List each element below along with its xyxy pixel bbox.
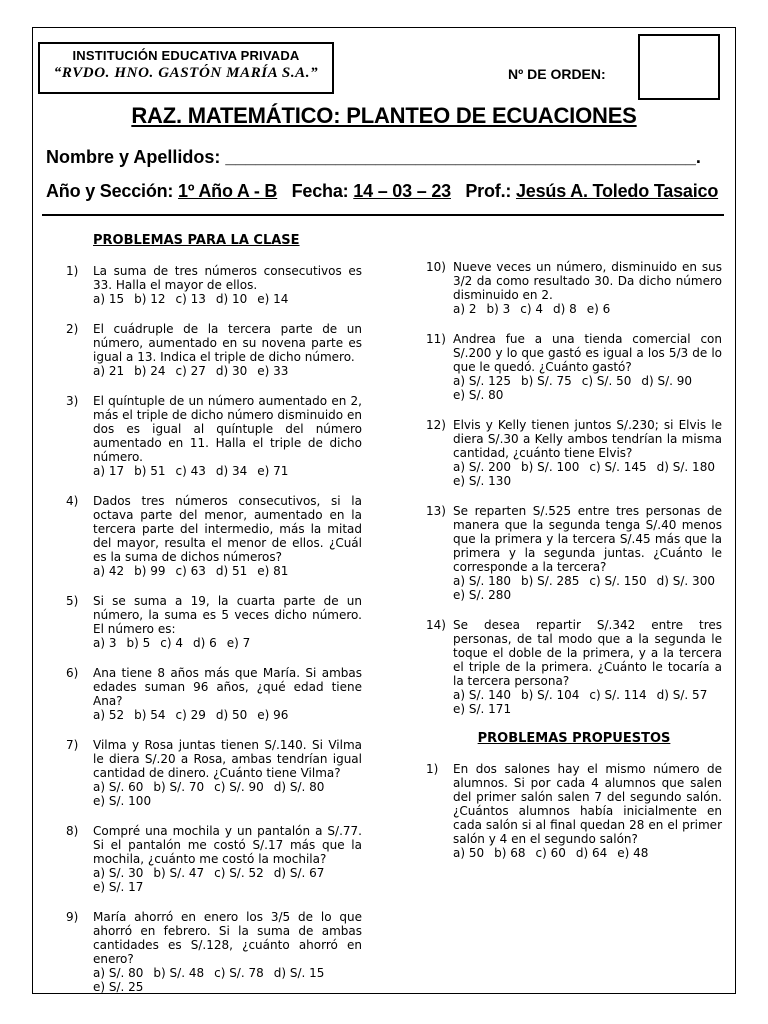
answer-option: d) S/. 15 — [273, 966, 325, 980]
problem-text: María ahorró en enero los 3/5 de lo que ahorró en febrero. Si la suma de ambas cantidades es S/.128, ¿cuánto ahorró en enero? — [93, 910, 362, 966]
answer-option: e) 96 — [257, 708, 289, 722]
problem-number: 13) — [426, 504, 446, 518]
answer-option: b) 3 — [486, 302, 511, 316]
student-name-row — [46, 147, 701, 168]
answer-option: c) S/. 78 — [214, 966, 264, 980]
problem-number: 11) — [426, 332, 446, 346]
problem-number: 6) — [66, 666, 79, 680]
section-heading-proposed: PROBLEMAS PROPUESTOS — [477, 731, 671, 746]
problem-number: 1) — [66, 264, 79, 278]
answer-options — [93, 564, 362, 578]
answer-option: a) 15 — [93, 292, 125, 306]
answer-option: e) 48 — [617, 846, 649, 860]
answer-option: b) 12 — [134, 292, 166, 306]
answer-options — [453, 374, 722, 402]
answer-option: d) 30 — [215, 364, 248, 378]
problem-item — [66, 594, 362, 650]
answer-option: c) S/. 90 — [214, 780, 264, 794]
answer-options — [93, 364, 362, 378]
page-title: RAZ. MATEMÁTICO: PLANTEO DE ECUACIONES — [131, 103, 637, 128]
answer-option: e) S/. 171 — [453, 702, 512, 716]
problem-body — [93, 394, 362, 478]
year-value: 1º Año A - B — [178, 181, 278, 201]
answer-option: d) S/. 57 — [656, 688, 708, 702]
year-label: Año y Sección: — [46, 181, 174, 201]
answer-option: e) 14 — [257, 292, 289, 306]
problem-number: 7) — [66, 738, 79, 752]
problem-text: El cuádruple de la tercera parte de un número, aumentado en su novena parte es igual a 13. Indica el triple de dicho número. — [93, 322, 362, 364]
problem-item — [66, 264, 362, 306]
answer-option: d) S/. 180 — [656, 460, 715, 474]
problem-item — [66, 738, 362, 808]
answer-option: b) S/. 48 — [153, 966, 205, 980]
problem-body — [93, 910, 362, 994]
answer-option: a) 21 — [93, 364, 125, 378]
answer-option: a) 52 — [93, 708, 125, 722]
answer-option: c) 27 — [175, 364, 206, 378]
prof-label: Prof.: — [465, 181, 512, 201]
problem-text: Elvis y Kelly tienen juntos S/.230; si Elvis le diera S/.30 a Kelly ambos tendrían la misma cantidad, ¿cuánto tiene Elvis? — [453, 418, 722, 460]
problem-number: 8) — [66, 824, 79, 838]
answer-options — [93, 780, 362, 808]
answer-option: b) 54 — [134, 708, 166, 722]
answer-option: e) S/. 80 — [453, 388, 504, 402]
class-problems-left — [66, 264, 362, 994]
problem-item — [426, 618, 722, 716]
problem-item — [66, 322, 362, 378]
answer-option: c) 29 — [175, 708, 206, 722]
date-value: 14 – 03 – 23 — [353, 181, 451, 201]
answer-options — [453, 460, 722, 488]
answer-option: a) 3 — [93, 636, 117, 650]
problem-text: Vilma y Rosa juntas tienen S/.140. Si Vilma le diera S/.20 a Rosa, ambas tendrían igual cantidad de dinero. ¿Cuánto tiene Vilma? — [93, 738, 362, 780]
answer-option: c) S/. 50 — [581, 374, 632, 388]
answer-options — [453, 846, 722, 860]
answer-option: c) S/. 150 — [589, 574, 647, 588]
answer-option: a) 42 — [93, 564, 125, 578]
answer-option: d) 6 — [192, 636, 217, 650]
answer-option: d) 8 — [552, 302, 577, 316]
problem-item — [66, 824, 362, 894]
answer-option: e) S/. 25 — [93, 980, 144, 994]
answer-option: d) S/. 90 — [641, 374, 693, 388]
problem-body — [93, 594, 362, 650]
problem-text: Se reparten S/.525 entre tres personas de manera que la segunda tenga S/.40 menos que la primera y la tercera S/.45 más que la primera y la segunda juntas. ¿Cuánto le corresponde a la tercera? — [453, 504, 722, 574]
answer-option: a) 2 — [453, 302, 477, 316]
answer-option: e) 81 — [257, 564, 289, 578]
problem-body — [453, 618, 722, 716]
answer-option: b) 68 — [494, 846, 526, 860]
prof-value: Jesús A. Toledo Tasaico — [515, 181, 719, 201]
student-info-row — [46, 181, 718, 202]
problem-body — [93, 738, 362, 808]
header-divider — [42, 214, 724, 216]
answer-option: d) S/. 80 — [273, 780, 325, 794]
answer-option: b) 99 — [134, 564, 166, 578]
answer-option: e) 6 — [586, 302, 611, 316]
name-label: Nombre y Apellidos: — [46, 147, 221, 167]
problem-number: 12) — [426, 418, 446, 432]
answer-option: e) S/. 280 — [453, 588, 512, 602]
answer-option: d) 34 — [215, 464, 248, 478]
answer-option: d) 64 — [575, 846, 608, 860]
problem-number: 3) — [66, 394, 79, 408]
answer-option: c) S/. 52 — [214, 866, 264, 880]
answer-options — [453, 302, 722, 316]
answer-option: c) 60 — [535, 846, 566, 860]
answer-options — [93, 636, 362, 650]
problem-body — [93, 824, 362, 894]
answer-options — [93, 708, 362, 722]
problem-item — [426, 332, 722, 402]
problem-body — [453, 762, 722, 860]
answer-option: a) S/. 200 — [453, 460, 512, 474]
answer-option: b) S/. 47 — [153, 866, 205, 880]
answer-option: c) 4 — [160, 636, 183, 650]
answer-option: e) S/. 100 — [93, 794, 152, 808]
problem-item — [426, 762, 722, 860]
answer-option: e) 71 — [257, 464, 289, 478]
class-problems-right — [426, 260, 722, 716]
left-column — [66, 234, 362, 1010]
date-label: Fecha: — [291, 181, 349, 201]
problem-number: 1) — [426, 762, 439, 776]
problem-text: Dados tres números consecutivos, si la octava parte del menor, aumentado en la tercera parte del intermedio, más la mitad del mayor, resulta el menor de ellos. ¿Cuál es la suma de dichos números? — [93, 494, 362, 564]
answer-option: b) S/. 70 — [153, 780, 205, 794]
problem-body — [93, 322, 362, 378]
name-blank: _______________________________________________. — [225, 147, 701, 167]
answer-options — [93, 292, 362, 306]
answer-option: b) S/. 75 — [521, 374, 572, 388]
problem-number: 4) — [66, 494, 79, 508]
answer-options — [93, 866, 362, 894]
answer-option: c) 43 — [175, 464, 206, 478]
answer-option: d) 10 — [215, 292, 248, 306]
answer-option: c) 13 — [175, 292, 206, 306]
problem-text: Ana tiene 8 años más que María. Si ambas edades suman 96 años, ¿qué edad tiene Ana? — [93, 666, 362, 708]
answer-options — [93, 966, 362, 994]
problem-number: 5) — [66, 594, 79, 608]
answer-option: e) S/. 130 — [453, 474, 512, 488]
problem-item — [66, 910, 362, 994]
problem-text: Andrea fue a una tienda comercial con S/.200 y lo que gastó es igual a los 5/3 de lo que le quedó. ¿Cuánto gastó? — [453, 332, 722, 374]
answer-option: a) S/. 60 — [93, 780, 144, 794]
answer-option: e) 33 — [257, 364, 289, 378]
answer-option: e) S/. 17 — [93, 880, 144, 894]
problem-body — [93, 264, 362, 306]
problem-number: 9) — [66, 910, 79, 924]
problem-text: Compré una mochila y un pantalón a S/.77. Si el pantalón me costó S/.17 más que la mochila, ¿cuánto me costó la mochila? — [93, 824, 362, 866]
answer-option: e) 7 — [226, 636, 251, 650]
answer-options — [93, 464, 362, 478]
answer-option: a) S/. 180 — [453, 574, 512, 588]
order-label: Nº DE ORDEN: — [508, 66, 606, 82]
section-heading-class: PROBLEMAS PARA LA CLASE — [93, 233, 300, 248]
answer-option: a) S/. 140 — [453, 688, 512, 702]
answer-options — [453, 688, 722, 716]
answer-option: a) S/. 80 — [93, 966, 144, 980]
problem-text: En dos salones hay el mismo número de alumnos. Si por cada 4 alumnos que salen del primer salón salen 7 del segundo salón. ¿Cuántos alumnos había inicialmente en cada salón si al final quedan 28 en el primer salón y 4 en el segundo salón? — [453, 762, 722, 846]
answer-option: b) S/. 285 — [521, 574, 580, 588]
problem-item — [66, 394, 362, 478]
answer-option: d) S/. 300 — [656, 574, 715, 588]
institution-name: “RVDO. HNO. GASTÓN MARÍA S.A.” — [53, 65, 319, 81]
answer-option: c) 4 — [520, 302, 543, 316]
problem-number: 10) — [426, 260, 446, 274]
problem-text: Nueve veces un número, disminuido en sus 3/2 da como resultado 30. Da dicho número disminuido en 2. — [453, 260, 722, 302]
answer-option: b) S/. 100 — [521, 460, 580, 474]
answer-option: a) S/. 125 — [453, 374, 512, 388]
problem-text: La suma de tres números consecutivos es 33. Halla el mayor de ellos. — [93, 264, 362, 292]
problem-text: El quíntuple de un número aumentado en 2, más el triple de dicho número disminuido en dos es igual al quíntuple del número aumentado en 11. Halla el triple de dicho número. — [93, 394, 362, 464]
problem-item — [426, 260, 722, 316]
answer-option: b) 24 — [134, 364, 166, 378]
answer-option: d) 50 — [215, 708, 248, 722]
problem-body — [93, 494, 362, 578]
answer-option: b) S/. 104 — [521, 688, 580, 702]
problem-item — [66, 494, 362, 578]
problem-number: 2) — [66, 322, 79, 336]
answer-option: a) 17 — [93, 464, 125, 478]
answer-option: d) 51 — [215, 564, 248, 578]
right-column — [426, 260, 722, 876]
problem-body — [453, 418, 722, 488]
problem-number: 14) — [426, 618, 446, 632]
problem-item — [66, 666, 362, 722]
answer-options — [453, 574, 722, 602]
problem-text: Si se suma a 19, la cuarta parte de un número, la suma es 5 veces dicho número. El número es: — [93, 594, 362, 636]
institution-box — [38, 42, 334, 94]
answer-option: c) 63 — [175, 564, 206, 578]
problem-item — [426, 504, 722, 602]
answer-option: a) S/. 30 — [93, 866, 144, 880]
problem-body — [453, 504, 722, 602]
answer-option: c) S/. 145 — [589, 460, 647, 474]
institution-type: INSTITUCIÓN EDUCATIVA PRIVADA — [72, 48, 300, 63]
answer-option: a) 50 — [453, 846, 485, 860]
problem-body — [453, 332, 722, 402]
problem-body — [93, 666, 362, 722]
answer-option: b) 5 — [126, 636, 151, 650]
proposed-problems — [426, 762, 722, 860]
answer-option: d) S/. 67 — [273, 866, 325, 880]
answer-option: c) S/. 114 — [589, 688, 647, 702]
answer-option: b) 51 — [134, 464, 166, 478]
problem-body — [453, 260, 722, 316]
problem-text: Se desea repartir S/.342 entre tres personas, de tal modo que a la segunda le toque el doble de la primera, y a la tercera el triple de la primera. ¿Cuánto le tocaría a la tercera persona? — [453, 618, 722, 688]
order-number-box — [638, 34, 720, 100]
problem-item — [426, 418, 722, 488]
